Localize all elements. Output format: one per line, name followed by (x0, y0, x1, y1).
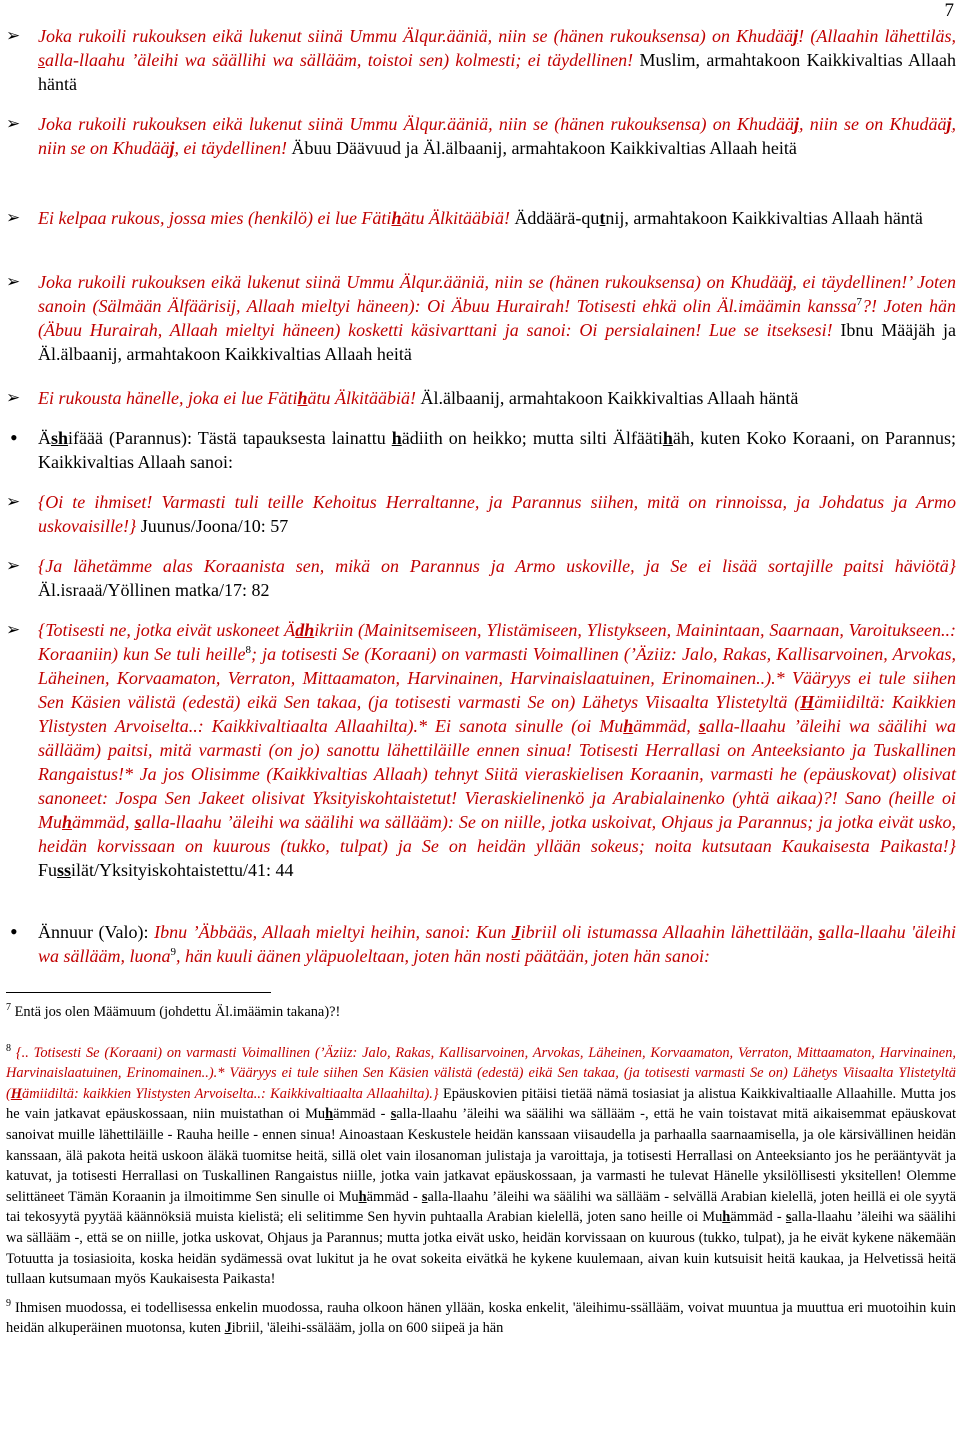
text-segment: , niin se on Khudää (799, 114, 947, 134)
footnote-ref: 9 (170, 946, 177, 958)
text-segment: , niin se on Khudää (38, 114, 956, 158)
bullet-text (38, 26, 956, 94)
text-segment: ibriil oli istumassa Allaahin lähettilään, (520, 922, 819, 942)
text-segment: j (787, 272, 793, 292)
text-segment: s (390, 1106, 397, 1123)
text-segment: ämiidiltä: kaikkien Ylistysten Arvoiselta..: Kaikkivaltiaalta Allaahilta).} (22, 1085, 439, 1102)
bullet-text (38, 620, 956, 880)
arrow-bullet-icon: ➢ (6, 492, 21, 511)
text-segment: h (297, 388, 308, 408)
text-segment: ämmäd - (366, 1188, 422, 1205)
text-segment: h (62, 812, 73, 832)
arrow-bullet-icon: ➢ (6, 26, 21, 45)
bullet-text (38, 492, 956, 536)
bullet-item (6, 554, 956, 602)
text-segment: ämmäd - (730, 1209, 786, 1226)
text-segment: ?! Joten hän (Äbuu Hurairah, Allaah mieltyi häneen) kosketti käsivarttani ja sanoi: Oi persialainen! Lue se itseksesi! (38, 296, 956, 340)
text-segment: s (818, 922, 826, 942)
text-segment: h (722, 1209, 731, 1226)
text-segment: {Oi te ihmiset! Varmasti tuli teille Kehoitus Herraltanne, ja Parannus siihen, mitä on rinnoissa, ja Johdatus ja Armo uskovaisille!} (38, 492, 956, 536)
text-segment: ss (57, 860, 72, 880)
text-segment: , ei täydellinen!’ Joten sanoin (Sälmään Älfäärisij, Allaah mieltyi häneen): Oi Äbuu Hurairah! Totisesti ehkä olin Äl.imäämin kanssa (38, 272, 956, 316)
footnote-7 (6, 1002, 956, 1023)
arrow-bullet-icon: ➢ (6, 114, 21, 133)
text-segment: Joka rukoili rukouksen eikä lukenut siinä Ummu Älqur.ääniä, niin se (hänen rukouksensa) on Khudää (38, 26, 794, 46)
text-segment: Äl.israaä/Yöllinen matka/17: 82 (38, 580, 270, 600)
footnote-rule (6, 992, 271, 993)
bullet-text (38, 208, 923, 228)
text-segment: , hän kuuli äänen yläpuoleltaan, joten hän nosti päätään, joten hän sanoi: (176, 946, 710, 966)
footnote-ref: 8 (6, 1042, 11, 1054)
bullet-text (38, 388, 798, 408)
text-segment: s (785, 1209, 792, 1226)
bullet-item (6, 490, 956, 538)
text-segment: s (698, 716, 706, 736)
text-segment: H (10, 1085, 22, 1102)
arrow-bullet-icon: ➢ (6, 208, 21, 227)
text-segment: sh (51, 428, 69, 448)
text-segment: j (946, 114, 952, 134)
text-segment: t (599, 208, 606, 228)
text-segment: ; ja totisesti Se (Koraani) on varmasti Voimallinen (’Äziiz: Jalo, Rakas, Kallisarvoinen, Arvokas, Läheinen, Korvaamaton, Verraton, Mittaamaton, Harvinainen, Harvinaislaatuinen, Erinomainen..).* Vääryys ei tule siihen Sen Käsien välistä (edestä) eikä Sen takaa, (ja totisesti varmasti Se on) Lähetys Viisaalta Ylistetyltä ( (38, 644, 956, 712)
text-segment: {.. Totisesti Se (Koraani) on varmasti Voimallinen (’Äziiz: Jalo, Rakas, Kallisarvoinen, Arvokas, Läheinen, Korvaamaton, Verraton, Mittaamaton, Harvinainen, Harvinaislaatuinen, Erinomainen..).* Vääryys ei tule siihen Sen Käsien välistä (edestä) eikä Sen takaa, (ja totisesti varmasti Se on) Lähetys Viisaalta Ylistetyltä ( (6, 1044, 956, 1102)
bullet-item (6, 24, 956, 96)
text-segment: h (391, 428, 402, 448)
dot-bullet-icon: • (10, 425, 18, 450)
arrow-bullet-icon: ➢ (6, 388, 21, 407)
text-segment: ämmäd, (72, 812, 135, 832)
text-segment: Ihmisen muodossa, ei todellisessa enkelin muodossa, rauha olkoon hänen yllään, koska enkelit, 'äleihimu-ssällääm, voivat muuntua ja muuttua eri muotoihin kuin heidän alkuperäinen muotonsa, kuten (6, 1299, 956, 1337)
text-segment: ämmäd - (333, 1106, 391, 1123)
text-segment: Äddäärä-qu (509, 208, 600, 228)
text-segment: Ei rukousta hänelle, joka ei lue Fäti (38, 388, 298, 408)
text-segment: ibriil, 'äleihi-ssälääm, jolla on 600 siipeä ja hän (231, 1320, 504, 1337)
text-segment: Ännuur (Valo): (38, 922, 155, 942)
text-segment: äh, kuten Koko Koraani, on Parannus; Kaikkivaltias Allaah sanoi: (38, 428, 956, 472)
text-segment: Äl.älbaanij, armahtakoon Kaikkivaltias Allaah häntä (415, 388, 799, 408)
text-segment: Ei kelpaa rukous, jossa mies (henkilö) ei lue Fäti (38, 208, 392, 228)
text-segment: alla-llaahu ’äleihi wa säälihi wa sällääm - selvällä Arabian kielellä, joten heillä ei ole syytä tai tekosyytä pyytää käännöksiä muista kielistä; eli selitimme Sen hyvin puhtaalla Arabian kielellä, joten sano heille oi Mu (6, 1188, 956, 1226)
text-segment: h (623, 716, 634, 736)
footnote-ref: 9 (6, 1297, 11, 1309)
text-segment: Äbuu Däävuud ja Äl.älbaanij, armahtakoon Kaikkivaltias Allaah heitä (287, 138, 797, 158)
text-segment: j (794, 114, 800, 134)
text-segment: alla-llaahu ’äleihi wa säälihi wa sällääm -, että se on niille, jotka uskovat, Ohjaus ja Parannus; mutta jotka eivät usko, heidän korvissaan on kuurous (tukko, tulpat), ja he eivät kykene näkemään Totuutta ja tosiasioita, koska heidän sydämessä ovat lukitut ja he ovat sokeita eivätkä he kykene kuulemaan, aivan kuin kutsuisit heitä kaukaa, ja Helvetissä heitä tullaan kutsumaan myös Kaukaisesta Paikasta! (6, 1209, 956, 1288)
text-segment: ikriin (Mainitsemiseen, Ylistämiseen, Ylistykseen, Mainintaan, Saarnaan, Varoitukseen..: Koraaniin) kun Se tuli heille (38, 620, 956, 664)
text-segment: Juunus/Joona/10: 57 (136, 516, 289, 536)
text-segment: ilät/Yksityiskohtaistettu/41: 44 (71, 860, 294, 880)
text-segment: nij, armahtakoon Kaikkivaltias Allaah häntä (605, 208, 923, 228)
text-segment: s (134, 812, 142, 832)
text-segment: alla-llaahu ’äleihi wa säälihi wa sällääm) paitsi, mitä varmasti (on jo) sanottu lähettiläille ennen sinua! Totisesti Herrallasi on Anteeksianto ja Tuskallinen Rangaistus!* Ja jos Olisimme (Kaikkivaltias Allaah) tehnyt Siitä vieraskielisen Koraanin, varmasti he (epäuskovat) olisivat sanoneet: Jospa Sen Jakeet olisivat Yksityiskohtaistetut! Vieraskielinenkö ja Arabialainenko (yhtä aikaa)?! Sano (heille oi Mu (38, 716, 957, 832)
text-segment: Muslim, armahtakoon Kaikkivaltias Allaah häntä (38, 50, 956, 94)
text-segment: alla-llaahu ’äleihi wa säälihi wa sällääm): Se on niille, jotka uskoivat, Ohjaus ja Parannus; ja jotka eivät usko, heidän korvissaan on kuurous (tukko, tulpat) ja Se on heidän yllään sokeus; noita kutsutaan Kaukaisesta Paikasta!} (38, 812, 956, 856)
text-segment: Ibnu Määjäh ja Äl.älbaanij, armahtakoon Kaikkivaltias Allaah heitä (38, 320, 956, 364)
arrow-bullet-icon: ➢ (6, 272, 21, 291)
bullet-item (6, 270, 956, 366)
text-segment: Ä (38, 428, 51, 448)
text-segment: alla-llaahu ’äleihi wa säälihi wa sällääm -, että he vain toistavat mitä aikaisemmat epäuskovat sanoivat muille lähettiläille - Rauha heille - ennen sinua! Ainoastaan Keskustele heidän kanssaan viisaudella ja parhaalla saarnaamisella, ja ole kärsivällinen heidän kanssaan, älä pakota heitä uskoon äläkä tuomitse heitä, sillä olet vain ilosanoman julistaja ja varoittaja, ja totisesti Herrallasi on Anteeksianto jos he perääntyvät ja katuvat, ja totisesti Herrallasi on Tuskallinen Rangaistus niille, jotka vain jatkavat epäuskossaan, ja varmasti he tulevat Hänelle yksilöllisesti yksitellen! Olemme selittäneet Tämän Koraanin ja ilmoitimme Sen sinulle oi Mu (6, 1106, 956, 1205)
text-segment: ädiith on heikko; mutta silti Älfääti (401, 428, 663, 448)
text-segment: h (325, 1106, 334, 1123)
text-segment: H (800, 692, 815, 712)
text-segment: j (793, 26, 799, 46)
text-segment: Joka rukoili rukouksen eikä lukenut siinä Ummu Älqur.ääniä, niin se (hänen rukouksensa) on Khudää (38, 272, 788, 292)
arrow-bullet-icon: ➢ (6, 556, 21, 575)
text-segment: ifäää (Parannus): Tästä tapauksesta lainattu (68, 428, 392, 448)
footnote-ref: 7 (6, 1002, 11, 1014)
text-segment: alla-llaahu 'äleihi wa sällääm, luona (38, 922, 957, 966)
dot-bullet-icon: • (10, 919, 18, 944)
text-segment: ! (Allaahin lähettiläs, (798, 26, 956, 46)
text-segment: s (38, 50, 46, 70)
text-segment: h (391, 208, 402, 228)
footnote-9 (6, 1298, 956, 1339)
text-segment: Entä jos olen Määmuum (johdettu Äl.imäämin takana)?! (11, 1004, 341, 1020)
text-segment: Fu (38, 860, 58, 880)
text-segment: h (358, 1188, 367, 1205)
arrow-bullet-icon: ➢ (6, 620, 21, 639)
bullet-text (38, 556, 956, 600)
bullet-text (38, 114, 956, 158)
text-segment: ätu Älkitääbiä! (307, 388, 416, 408)
footnote-8 (6, 1043, 956, 1290)
text-segment: Ibnu ’Äbbääs, Allaah mieltyi heihin, sanoi: Kun (154, 922, 512, 942)
text-segment: Epäuskovien pitäisi tietää nämä tosiasiat ja alistua Kaikkivaltiaalle Allaahille. Mutta jos he vain jatkavat epäuskossaan, niin muistathan oi Mu (6, 1085, 956, 1123)
footnote-ref: 7 (856, 296, 863, 308)
bullet-text (38, 272, 956, 364)
bullet-item (6, 920, 956, 968)
bullet-text (38, 922, 956, 966)
bullet-item (6, 112, 956, 160)
text-segment: ätu Älkitääbiä! (401, 208, 510, 228)
text-segment: {Totisesti ne, jotka eivät uskoneet Ä (38, 620, 296, 640)
text-segment: ämmäd, (633, 716, 699, 736)
text-segment: Joka rukoili rukouksen eikä lukenut siinä Ummu Älqur.ääniä, niin se (hänen rukouksensa) on Khudää (38, 114, 794, 134)
footnotes (6, 1002, 956, 1339)
text-segment: h (662, 428, 673, 448)
text-segment: dh (295, 620, 315, 640)
text-segment: {Ja lähetämme alas Koraanista sen, mikä on Parannus ja Armo uskoville, ja Se ei lisää sortajille paitsi häviötä} (38, 556, 956, 576)
bullet-item (6, 426, 956, 474)
bullet-item (6, 386, 956, 410)
text-segment: J (511, 922, 521, 942)
text-segment: ämiidiltä: Kaikkien Ylistysten Arvoiselta..: Kaikkivaltiaalta Allaahilta).* Ei sanota sinulle (oi Mu (38, 692, 956, 736)
text-segment: alla-llaahu ’äleihi wa säällihi wa sällääm, toistoi sen) kolmesti; ei täydellinen! (45, 50, 634, 70)
text-segment: j (169, 138, 175, 158)
bullet-item (6, 618, 956, 882)
bullet-item (6, 206, 956, 230)
text-segment: , ei täydellinen! (174, 138, 287, 158)
text-segment: J (224, 1320, 232, 1337)
bullet-text (38, 428, 956, 472)
text-segment: s (421, 1188, 428, 1205)
page-number: 7 (944, 0, 954, 21)
footnote-ref: 8 (245, 644, 251, 656)
